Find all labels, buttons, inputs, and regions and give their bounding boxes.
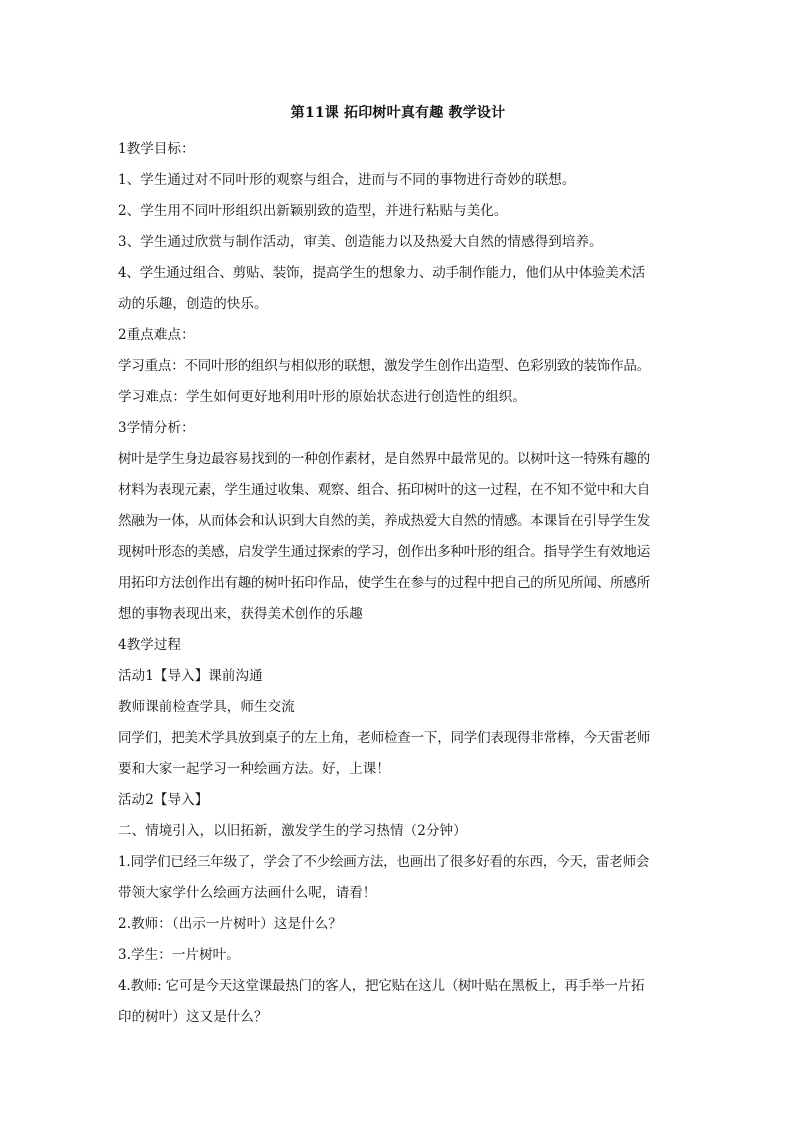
paragraph-line: 带领大家学什么绘画方法画什么呢，请看！: [118, 885, 377, 901]
paragraph-line: 3.学生：一片树叶。: [118, 947, 240, 963]
section-heading-analysis: 3学情分析：: [118, 420, 195, 436]
paragraph-line: 二、情境引入，以旧拓新，激发学生的学习热情（2分钟）: [118, 823, 467, 839]
paragraph-line: 4.教师: 它可是今天这堂课最热门的客人，把它贴在这儿（树叶贴在黑板上，再手举一片拓: [118, 978, 645, 994]
section-heading-objectives: 1教学目标：: [118, 141, 195, 157]
paragraph-line: 树叶是学生身边最容易找到的一种创作素材，是自然界中最常见的。以树叶这一特殊有趣的: [118, 451, 650, 467]
section-heading-key-points: 2重点难点：: [118, 327, 195, 343]
paragraph-line: 想的事物表现出来，获得美术创作的乐趣: [118, 606, 363, 622]
paragraph-line: 学习难点：学生如何更好地利用叶形的原始状态进行创造性的组织。: [118, 389, 526, 405]
paragraph-line: 3、学生通过欣赏与制作活动，审美、创造能力以及热爱大自然的情感得到培养。: [118, 234, 603, 250]
activity-heading: 活动2【导入】: [118, 792, 209, 808]
section-heading-process: 4教学过程: [118, 637, 182, 653]
paragraph-line: 然融为一体，从而体会和认识到大自然的美，养成热爱大自然的情感。本课旨在引导学生发: [118, 513, 650, 529]
paragraph-line: 用拓印方法创作出有趣的树叶拓印作品，使学生在参与的过程中把自己的所见所闻、所感所: [118, 575, 650, 591]
paragraph-line: 同学们，把美术学具放到桌子的左上角，老师检查一下，同学们表现得非常棒，今天雷老师: [118, 730, 650, 746]
document-body: [118, 103, 678, 1033]
paragraph-line: 材料为表现元素，学生通过收集、观察、组合、拓印树叶的这一过程，在不知不觉中和大自: [118, 482, 650, 498]
paragraph-line: 印的树叶）这又是什么？: [118, 1009, 268, 1025]
paragraph-line: 教师课前检查学具，师生交流: [118, 699, 295, 715]
activity-heading: 活动1【导入】课前沟通: [118, 668, 263, 684]
paragraph-line: 学习重点：不同叶形的组织与相似形的联想，激发学生创作出造型、色彩别致的装饰作品。: [118, 358, 650, 374]
document-title: 第11课 拓印树叶真有趣 教学设计: [290, 105, 506, 121]
paragraph-line: 1、学生通过对不同叶形的观察与组合，进而与不同的事物进行奇妙的联想。: [118, 172, 576, 188]
paragraph-line: 4、学生通过组合、剪贴、装饰，提高学生的想象力、动手制作能力，他们从中体验美术活: [118, 265, 646, 281]
paragraph-line: 2、学生用不同叶形组织出新颖别致的造型，并进行粘贴与美化。: [118, 203, 508, 219]
paragraph-line: 要和大家一起学习一种绘画方法。好，上课！: [118, 761, 390, 777]
paragraph-line: 动的乐趣，创造的快乐。: [118, 296, 268, 312]
paragraph-line: 1.同学们已经三年级了，学会了不少绘画方法，也画出了很多好看的东西，今天，雷老师会: [118, 854, 650, 870]
paragraph-line: 2.教师：（出示一片树叶）这是什么？: [118, 916, 342, 932]
paragraph-line: 现树叶形态的美感，启发学生通过探索的学习，创作出多种叶形的组合。指导学生有效地运: [118, 544, 650, 560]
